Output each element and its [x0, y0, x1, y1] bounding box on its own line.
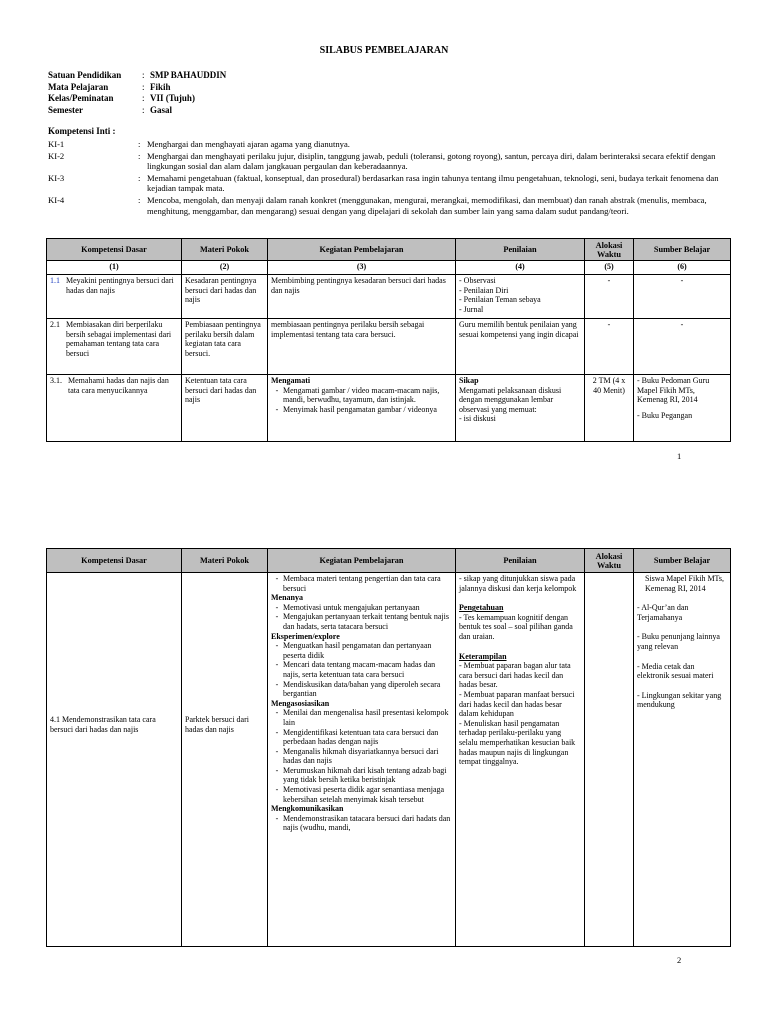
- kegiatan-heading: Mengasosiasikan: [271, 698, 330, 708]
- penilaian-item: - Penilaian Teman sebaya: [459, 295, 541, 305]
- column-number: (1): [47, 261, 182, 275]
- table-row: [47, 573, 731, 947]
- identity-sep: :: [142, 81, 145, 92]
- penilaian-item: - Jurnal: [459, 304, 484, 314]
- penilaian-heading: Sikap: [459, 376, 479, 385]
- header-materi-pokok: Materi Pokok: [182, 239, 268, 261]
- ki-row: [48, 195, 728, 216]
- identity-row: [48, 93, 226, 105]
- ki-sep: :: [138, 150, 141, 161]
- kegiatan-item: - Mengidentifikasi ketentuan tata cara bersuci dan perbedaan hadas dengan najis: [275, 727, 439, 747]
- ki-code: KI-3: [48, 172, 65, 183]
- sumber-item: - Media cetak dan elektronik sesuai materi: [637, 661, 714, 681]
- header-kompetensi-dasar: Kompetensi Dasar: [47, 239, 182, 261]
- penilaian-item: - Membuat paparan manfaat bersuci dari hadas kecil dan hadas besar dalam kehidupan: [459, 689, 575, 719]
- identity-row: [48, 105, 226, 117]
- kegiatan-item: - Menyimak hasil pengamatan gambar / videonya: [275, 404, 437, 414]
- page-number: 2: [677, 955, 682, 965]
- materi-cell: Kesadaran pentingnya bersuci dari hadas dan najis: [182, 275, 268, 319]
- header-kegiatan: Kegiatan Pembelajaran: [268, 239, 456, 261]
- column-number: (4): [456, 261, 585, 275]
- kegiatan-item: - Mendemonstrasikan tatacara bersuci dari hadats dan najis (wudhu, mandi,: [275, 813, 451, 833]
- identity-value: VII (Tujuh): [150, 93, 195, 103]
- identity-value: Gasal: [150, 104, 173, 115]
- identity-label: Mata Pelajaran: [48, 81, 109, 92]
- identity-row: [48, 70, 226, 82]
- kd-number: 2.1: [50, 320, 60, 329]
- kegiatan-heading: Mengamati: [271, 376, 311, 385]
- ki-code: KI-1: [48, 139, 65, 149]
- header-alokasi-waktu: Alokasi Waktu: [585, 549, 634, 573]
- table-row: [47, 375, 731, 442]
- header-alokasi-waktu: Alokasi Waktu: [585, 239, 634, 261]
- identity-label: Semester: [48, 104, 83, 115]
- penilaian-heading: Keterampilan: [459, 651, 507, 661]
- kegiatan-item: - Merumuskan hikmah dari kisah tentang adzab bagi yang tidak bersih ketika beristinjak: [275, 765, 447, 785]
- identity-sep: :: [142, 93, 145, 103]
- kegiatan-heading: Mengkomunikasikan: [271, 804, 344, 814]
- kegiatan-cell: [268, 573, 456, 947]
- identity-label: Satuan Pendidikan: [48, 70, 122, 80]
- column-number: (5): [585, 261, 634, 275]
- kegiatan-item: - Memotivasi peserta didik agar senantiasa menjaga kebersihan setelah menyimak kisah tersebut: [275, 785, 445, 804]
- column-number: (6): [634, 261, 731, 275]
- table-header-row: [47, 239, 731, 261]
- header-sumber-belajar: Sumber Belajar: [634, 549, 731, 573]
- ki-text: Mencoba, mengolah, dan menyaji dalam ranah konkret (menggunakan, mengurai, merangkai, memodifikasi, dan membuat) dan ranah abstrak (menulis, membaca, menghitung, menggambar, dan mengarang) sesuai dengan yang dipelajari di sekolah dan sumber lain yang sama dalam sudut pandang/teori.: [147, 194, 707, 216]
- page-number: 1: [677, 451, 682, 461]
- table-header-row: [47, 549, 731, 573]
- sumber-cell: -: [634, 319, 731, 375]
- header-penilaian: Penilaian: [456, 549, 585, 573]
- kegiatan-heading: Menanya: [271, 593, 303, 603]
- sumber-item: - Buku Pedoman Guru Mapel Fikih MTs, Kemenag RI, 2014: [637, 376, 710, 405]
- ki-sep: :: [138, 139, 141, 149]
- ki-row: [48, 139, 728, 150]
- table-row: [47, 319, 731, 375]
- sumber-item: - Al-Qur’an dan Terjamahanya: [637, 603, 689, 622]
- header-materi-pokok: Materi Pokok: [182, 549, 268, 573]
- sumber-item: Siswa Mapel Fikih MTs, Kemenag RI, 2014: [645, 574, 724, 593]
- kd-cell: 4.1 Mendemonstrasikan tata cara bersuci dari hadas dan najis: [47, 573, 182, 947]
- penilaian-cell: [456, 275, 585, 319]
- table-number-row: [47, 261, 731, 275]
- sumber-item: - Buku Pegangan: [637, 410, 693, 420]
- ki-list: [48, 139, 728, 217]
- identity-value: Fikih: [150, 81, 171, 92]
- kegiatan-heading: Eksperimen/explore: [271, 631, 340, 641]
- penilaian-cell: Guru memilih bentuk penilaian yang sesuai kompetensi yang ingin dicapai: [456, 319, 585, 375]
- alokasi-cell: [585, 573, 634, 947]
- ki-code: KI-4: [48, 194, 65, 205]
- identity-label: Kelas/Peminatan: [48, 93, 114, 103]
- penilaian-item: - Observasi: [459, 276, 496, 285]
- identity-row: [48, 82, 226, 94]
- sumber-cell: -: [634, 275, 731, 319]
- header-penilaian: Penilaian: [456, 239, 585, 261]
- ki-text: Menghargai dan menghayati perilaku jujur, disiplin, tanggung jawab, peduli (toleransi, gotong royong), santun, percaya diri, dalam berinteraksi secara efektif dengan lingkungan sosial dan alam dalam jangkauan pergaulan dan keberadaannya.: [147, 150, 716, 172]
- penilaian-text: Mengamati pelaksanaan diskusi dengan menggunakan lembar observasi yang memuat:: [459, 385, 562, 414]
- document-title: SILABUS PEMBELAJARAN: [319, 45, 449, 56]
- kd-cell: [47, 319, 182, 375]
- kd-number: 1.1: [50, 276, 60, 285]
- penilaian-heading: Pengetahuan: [459, 603, 504, 613]
- kd-text: Memahami hadas dan najis dan tata cara menyucikannya: [68, 376, 169, 395]
- penilaian-item: - isi diskusi: [459, 414, 496, 424]
- header-kegiatan: Kegiatan Pembelajaran: [268, 549, 456, 573]
- table-row: [47, 275, 731, 319]
- sumber-cell: [634, 573, 731, 947]
- kegiatan-cell: [268, 375, 456, 442]
- kegiatan-cell: membiasaan pentingnya perilaku bersih sebagai implementasi tentang tata cara bersuci.: [268, 319, 456, 375]
- kd-number: 3.1.: [50, 376, 62, 385]
- ki-row: [48, 173, 728, 194]
- materi-cell: Ketentuan tata cara bersuci dari hadas dan najis: [182, 375, 268, 442]
- kegiatan-item: - Memotivasi untuk mengajukan pertanyaan: [275, 602, 420, 612]
- alokasi-cell: -: [585, 275, 634, 319]
- column-number: (2): [182, 261, 268, 275]
- ki-heading: Kompetensi Inti :: [48, 126, 116, 136]
- identity-sep: :: [142, 70, 145, 80]
- kegiatan-item: - Menguatkan hasil pengamatan dan pertanyaan peserta didik: [275, 641, 432, 660]
- materi-cell: Parktek bersuci dari hadas dan najis: [182, 573, 268, 947]
- identity-value: SMP BAHAUDDIN: [150, 70, 227, 80]
- sumber-cell: [634, 375, 731, 442]
- sumber-item: - Buku penunjang lainnya yang relevan: [637, 632, 720, 651]
- penilaian-item: - Menuliskan hasil pengamatan terhadap perilaku-perilaku yang selalu memperhatikan kesucian baik hadas maupun najis di lingkungan tempat tinggalnya.: [459, 718, 576, 767]
- ki-row: [48, 151, 728, 172]
- ki-code: KI-2: [48, 150, 65, 161]
- kegiatan-cell: Membimbing pentingnya kesadaran bersuci dari hadas dan najis: [268, 275, 456, 319]
- kegiatan-item: - Mengamati gambar / video macam-macam najis, mandi, berwudhu, tayamum, dan istinjak.: [275, 385, 440, 405]
- identity-block: [48, 70, 226, 116]
- penilaian-cell: [456, 573, 585, 947]
- header-kompetensi-dasar: Kompetensi Dasar: [47, 549, 182, 573]
- kegiatan-item: - Mengajukan pertanyaan terkait tentang bentuk najis dan hadats, serta tatacara bersuci: [275, 612, 449, 631]
- alokasi-cell: 2 TM (4 x 40 Menit): [585, 375, 634, 442]
- penilaian-item: - Membuat paparan bagan alur tata cara bersuci dari hadas kecil dan hadas besar.: [459, 661, 571, 690]
- kegiatan-item: - Membaca materi tentang pengertian dan tata cara bersuci: [275, 574, 441, 593]
- penilaian-cell: [456, 375, 585, 442]
- kegiatan-item: - Mencari data tentang macam-macam hadas dan najis, serta ketentuan tata cara bersuci: [275, 660, 436, 679]
- kd-cell: [47, 375, 182, 442]
- identity-sep: :: [142, 104, 145, 115]
- header-sumber-belajar: Sumber Belajar: [634, 239, 731, 261]
- ki-text: Memahami pengetahuan (faktual, konseptual, dan prosedural) berdasarkan rasa ingin tahunya tentang ilmu pengetahuan, teknologi, seni, budaya terkait fenomena dan kejadian tampak mata.: [147, 172, 719, 194]
- penilaian-text: - Tes kemampuan kognitif dengan bentuk tes soal – soal pilihan ganda dan uraian.: [459, 612, 573, 641]
- kegiatan-item: - Menganalis hikmah disyariatkannya bersuci dari hadas dan najis: [275, 746, 439, 766]
- sumber-item: - Lingkungan sekitar yang mendukung: [637, 690, 722, 710]
- penilaian-text: - sikap yang ditunjukkan siswa pada jalannya diskusi dan kerja kelompok: [459, 574, 577, 593]
- ki-sep: :: [138, 194, 141, 205]
- kd-text: Membiasakan diri berperilaku bersih sebagai implementasi dari pemahaman tentang tata cara bersuci: [66, 320, 172, 358]
- kegiatan-item: - Mendiskusikan data/bahan yang diperoleh secara bergantian: [275, 679, 441, 699]
- kegiatan-item: - Menilai dan mengenalisa hasil presentasi kelompok lain: [275, 708, 449, 727]
- syllabus-table-page2: [46, 548, 731, 947]
- materi-cell: Pembiasaan pentingnya perilaku bersih dalam kegiatan tata cara bersuci.: [182, 319, 268, 375]
- kd-cell: [47, 275, 182, 319]
- alokasi-cell: -: [585, 319, 634, 375]
- ki-text: Menghargai dan menghayati ajaran agama yang dianutnya.: [147, 139, 350, 149]
- ki-sep: :: [138, 172, 141, 183]
- penilaian-item: - Penilaian Diri: [459, 285, 509, 295]
- syllabus-table-page1: [46, 238, 731, 442]
- column-number: (3): [268, 261, 456, 275]
- kd-text: Meyakini pentingnya bersuci dari hadas dan najis: [66, 276, 174, 295]
